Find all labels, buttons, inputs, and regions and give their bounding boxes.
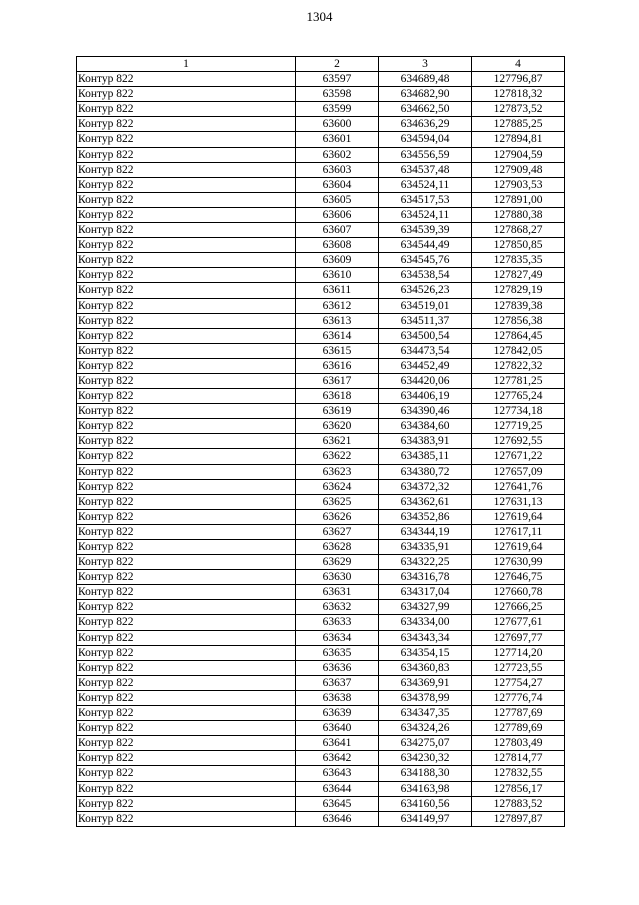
x-coordinate-cell: 634344,19 [379,524,472,539]
y-coordinate-cell: 127789,69 [472,721,565,736]
coordinates-table [76,56,565,827]
contour-name-cell: Контур 822 [77,207,296,222]
y-coordinate-cell: 127839,38 [472,298,565,313]
table-row [77,434,565,449]
point-number-cell: 63624 [296,479,379,494]
point-number-cell: 63639 [296,706,379,721]
point-number-cell: 63612 [296,298,379,313]
table-row [77,796,565,811]
x-coordinate-cell: 634360,83 [379,660,472,675]
contour-name-cell: Контур 822 [77,600,296,615]
table-header-row [77,57,565,72]
contour-name-cell: Контур 822 [77,313,296,328]
point-number-cell: 63610 [296,268,379,283]
y-coordinate-cell: 127734,18 [472,404,565,419]
table-row [77,540,565,555]
point-number-cell: 63637 [296,675,379,690]
contour-name-cell: Контур 822 [77,781,296,796]
contour-name-cell: Контур 822 [77,223,296,238]
contour-name-cell: Контур 822 [77,177,296,192]
table-row [77,645,565,660]
y-coordinate-cell: 127671,22 [472,449,565,464]
y-coordinate-cell: 127814,77 [472,751,565,766]
point-number-cell: 63605 [296,192,379,207]
point-number-cell: 63604 [296,177,379,192]
y-coordinate-cell: 127714,20 [472,645,565,660]
y-coordinate-cell: 127619,64 [472,509,565,524]
y-coordinate-cell: 127719,25 [472,419,565,434]
table-row [77,132,565,147]
contour-name-cell: Контур 822 [77,87,296,102]
x-coordinate-cell: 634383,91 [379,434,472,449]
contour-name-cell: Контур 822 [77,283,296,298]
contour-name-cell: Контур 822 [77,721,296,736]
point-number-cell: 63627 [296,524,379,539]
table-row [77,373,565,388]
y-coordinate-cell: 127868,27 [472,223,565,238]
point-number-cell: 63641 [296,736,379,751]
point-number-cell: 63634 [296,630,379,645]
x-coordinate-cell: 634500,54 [379,328,472,343]
y-coordinate-cell: 127630,99 [472,555,565,570]
contour-name-cell: Контур 822 [77,645,296,660]
table-row [77,509,565,524]
table-row [77,162,565,177]
y-coordinate-cell: 127835,35 [472,253,565,268]
x-coordinate-cell: 634420,06 [379,373,472,388]
x-coordinate-cell: 634517,53 [379,192,472,207]
point-number-cell: 63622 [296,449,379,464]
table-row [77,283,565,298]
x-coordinate-cell: 634544,49 [379,238,472,253]
contour-name-cell: Контур 822 [77,706,296,721]
contour-name-cell: Контур 822 [77,751,296,766]
y-coordinate-cell: 127666,25 [472,600,565,615]
point-number-cell: 63646 [296,811,379,826]
x-coordinate-cell: 634524,11 [379,207,472,222]
table-row [77,690,565,705]
y-coordinate-cell: 127697,77 [472,630,565,645]
x-coordinate-cell: 634324,26 [379,721,472,736]
table-row [77,389,565,404]
point-number-cell: 63635 [296,645,379,660]
point-number-cell: 63626 [296,509,379,524]
x-coordinate-cell: 634406,19 [379,389,472,404]
x-coordinate-cell: 634452,49 [379,358,472,373]
y-coordinate-cell: 127897,87 [472,811,565,826]
y-coordinate-cell: 127856,17 [472,781,565,796]
table-row [77,570,565,585]
x-coordinate-cell: 634275,07 [379,736,472,751]
point-number-cell: 63606 [296,207,379,222]
contour-name-cell: Контур 822 [77,811,296,826]
y-coordinate-cell: 127692,55 [472,434,565,449]
table-row [77,811,565,826]
y-coordinate-cell: 127646,75 [472,570,565,585]
y-coordinate-cell: 127660,78 [472,585,565,600]
contour-name-cell: Контур 822 [77,389,296,404]
x-coordinate-cell: 634343,34 [379,630,472,645]
contour-name-cell: Контур 822 [77,328,296,343]
point-number-cell: 63618 [296,389,379,404]
table-row [77,464,565,479]
point-number-cell: 63644 [296,781,379,796]
table-row [77,706,565,721]
table-row [77,660,565,675]
contour-name-cell: Контур 822 [77,449,296,464]
x-coordinate-cell: 634385,11 [379,449,472,464]
y-coordinate-cell: 127864,45 [472,328,565,343]
point-number-cell: 63617 [296,373,379,388]
y-coordinate-cell: 127803,49 [472,736,565,751]
contour-name-cell: Контур 822 [77,132,296,147]
contour-name-cell: Контур 822 [77,690,296,705]
x-coordinate-cell: 634188,30 [379,766,472,781]
point-number-cell: 63640 [296,721,379,736]
y-coordinate-cell: 127619,64 [472,540,565,555]
x-coordinate-cell: 634149,97 [379,811,472,826]
x-coordinate-cell: 634352,86 [379,509,472,524]
x-coordinate-cell: 634327,99 [379,600,472,615]
y-coordinate-cell: 127880,38 [472,207,565,222]
contour-name-cell: Контур 822 [77,298,296,313]
y-coordinate-cell: 127631,13 [472,494,565,509]
point-number-cell: 63601 [296,132,379,147]
point-number-cell: 63607 [296,223,379,238]
point-number-cell: 63619 [296,404,379,419]
table-row [77,253,565,268]
point-number-cell: 63611 [296,283,379,298]
x-coordinate-cell: 634334,00 [379,615,472,630]
table-row [77,102,565,117]
x-coordinate-cell: 634347,35 [379,706,472,721]
x-coordinate-cell: 634354,15 [379,645,472,660]
x-coordinate-cell: 634662,50 [379,102,472,117]
x-coordinate-cell: 634537,48 [379,162,472,177]
header-cell-3: 3 [379,57,472,72]
y-coordinate-cell: 127754,27 [472,675,565,690]
table-row [77,600,565,615]
table-row [77,298,565,313]
table-row [77,524,565,539]
y-coordinate-cell: 127827,49 [472,268,565,283]
contour-name-cell: Контур 822 [77,464,296,479]
table-row [77,751,565,766]
header-cell-1: 1 [77,57,296,72]
y-coordinate-cell: 127891,00 [472,192,565,207]
x-coordinate-cell: 634594,04 [379,132,472,147]
x-coordinate-cell: 634689,48 [379,72,472,87]
table-row [77,238,565,253]
point-number-cell: 63608 [296,238,379,253]
table-row [77,343,565,358]
point-number-cell: 63638 [296,690,379,705]
y-coordinate-cell: 127818,32 [472,87,565,102]
y-coordinate-cell: 127787,69 [472,706,565,721]
point-number-cell: 63621 [296,434,379,449]
table-row [77,192,565,207]
x-coordinate-cell: 634390,46 [379,404,472,419]
contour-name-cell: Контур 822 [77,585,296,600]
y-coordinate-cell: 127765,24 [472,389,565,404]
table-row [77,147,565,162]
table-row [77,177,565,192]
point-number-cell: 63602 [296,147,379,162]
page-number: 1304 [306,9,333,24]
x-coordinate-cell: 634317,04 [379,585,472,600]
table-row [77,87,565,102]
header-cell-4: 4 [472,57,565,72]
table-row [77,449,565,464]
x-coordinate-cell: 634316,78 [379,570,472,585]
table-row [77,72,565,87]
x-coordinate-cell: 634682,90 [379,87,472,102]
y-coordinate-cell: 127894,81 [472,132,565,147]
point-number-cell: 63633 [296,615,379,630]
point-number-cell: 63629 [296,555,379,570]
y-coordinate-cell: 127856,38 [472,313,565,328]
contour-name-cell: Контур 822 [77,117,296,132]
contour-name-cell: Контур 822 [77,343,296,358]
x-coordinate-cell: 634372,32 [379,479,472,494]
table-row [77,721,565,736]
contour-name-cell: Контур 822 [77,72,296,87]
table-row [77,223,565,238]
table-row [77,494,565,509]
header-cell-2: 2 [296,57,379,72]
contour-name-cell: Контур 822 [77,570,296,585]
x-coordinate-cell: 634160,56 [379,796,472,811]
table-row [77,268,565,283]
x-coordinate-cell: 634636,29 [379,117,472,132]
point-number-cell: 63636 [296,660,379,675]
contour-name-cell: Контур 822 [77,162,296,177]
contour-name-cell: Контур 822 [77,675,296,690]
point-number-cell: 63600 [296,117,379,132]
contour-name-cell: Контур 822 [77,253,296,268]
x-coordinate-cell: 634473,54 [379,343,472,358]
contour-name-cell: Контур 822 [77,434,296,449]
point-number-cell: 63613 [296,313,379,328]
table-row [77,736,565,751]
contour-name-cell: Контур 822 [77,419,296,434]
x-coordinate-cell: 634524,11 [379,177,472,192]
x-coordinate-cell: 634545,76 [379,253,472,268]
point-number-cell: 63603 [296,162,379,177]
x-coordinate-cell: 634538,54 [379,268,472,283]
contour-name-cell: Контур 822 [77,509,296,524]
y-coordinate-cell: 127903,53 [472,177,565,192]
point-number-cell: 63620 [296,419,379,434]
table-row [77,358,565,373]
contour-name-cell: Контур 822 [77,796,296,811]
contour-name-cell: Контур 822 [77,238,296,253]
table-row [77,766,565,781]
point-number-cell: 63642 [296,751,379,766]
contour-name-cell: Контур 822 [77,630,296,645]
contour-name-cell: Контур 822 [77,660,296,675]
table-row [77,675,565,690]
x-coordinate-cell: 634230,32 [379,751,472,766]
point-number-cell: 63616 [296,358,379,373]
x-coordinate-cell: 634519,01 [379,298,472,313]
point-number-cell: 63609 [296,253,379,268]
y-coordinate-cell: 127822,32 [472,358,565,373]
x-coordinate-cell: 634511,37 [379,313,472,328]
x-coordinate-cell: 634378,99 [379,690,472,705]
contour-name-cell: Контур 822 [77,555,296,570]
y-coordinate-cell: 127909,48 [472,162,565,177]
point-number-cell: 63614 [296,328,379,343]
point-number-cell: 63597 [296,72,379,87]
point-number-cell: 63645 [296,796,379,811]
contour-name-cell: Контур 822 [77,524,296,539]
y-coordinate-cell: 127883,52 [472,796,565,811]
y-coordinate-cell: 127776,74 [472,690,565,705]
table-row [77,328,565,343]
contour-name-cell: Контур 822 [77,268,296,283]
contour-name-cell: Контур 822 [77,615,296,630]
table-row [77,207,565,222]
table-body [77,72,565,827]
y-coordinate-cell: 127850,85 [472,238,565,253]
table-row [77,585,565,600]
point-number-cell: 63632 [296,600,379,615]
contour-name-cell: Контур 822 [77,147,296,162]
point-number-cell: 63643 [296,766,379,781]
y-coordinate-cell: 127873,52 [472,102,565,117]
y-coordinate-cell: 127677,61 [472,615,565,630]
y-coordinate-cell: 127829,19 [472,283,565,298]
y-coordinate-cell: 127657,09 [472,464,565,479]
table-row [77,630,565,645]
contour-name-cell: Контур 822 [77,404,296,419]
point-number-cell: 63631 [296,585,379,600]
table-row [77,615,565,630]
x-coordinate-cell: 634163,98 [379,781,472,796]
contour-name-cell: Контур 822 [77,358,296,373]
contour-name-cell: Контур 822 [77,479,296,494]
table-row [77,479,565,494]
table-row [77,404,565,419]
y-coordinate-cell: 127781,25 [472,373,565,388]
point-number-cell: 63623 [296,464,379,479]
x-coordinate-cell: 634556,59 [379,147,472,162]
y-coordinate-cell: 127641,76 [472,479,565,494]
x-coordinate-cell: 634362,61 [379,494,472,509]
table-row [77,313,565,328]
x-coordinate-cell: 634539,39 [379,223,472,238]
table-row [77,781,565,796]
y-coordinate-cell: 127904,59 [472,147,565,162]
contour-name-cell: Контур 822 [77,540,296,555]
point-number-cell: 63615 [296,343,379,358]
y-coordinate-cell: 127796,87 [472,72,565,87]
contour-name-cell: Контур 822 [77,766,296,781]
x-coordinate-cell: 634335,91 [379,540,472,555]
point-number-cell: 63625 [296,494,379,509]
point-number-cell: 63599 [296,102,379,117]
point-number-cell: 63598 [296,87,379,102]
contour-name-cell: Контур 822 [77,494,296,509]
point-number-cell: 63628 [296,540,379,555]
table-row [77,555,565,570]
contour-name-cell: Контур 822 [77,102,296,117]
contour-name-cell: Контур 822 [77,736,296,751]
contour-name-cell: Контур 822 [77,373,296,388]
y-coordinate-cell: 127832,55 [472,766,565,781]
x-coordinate-cell: 634384,60 [379,419,472,434]
y-coordinate-cell: 127842,05 [472,343,565,358]
table-row [77,117,565,132]
x-coordinate-cell: 634369,91 [379,675,472,690]
y-coordinate-cell: 127885,25 [472,117,565,132]
table-row [77,419,565,434]
contour-name-cell: Контур 822 [77,192,296,207]
x-coordinate-cell: 634322,25 [379,555,472,570]
point-number-cell: 63630 [296,570,379,585]
x-coordinate-cell: 634380,72 [379,464,472,479]
y-coordinate-cell: 127617,11 [472,524,565,539]
x-coordinate-cell: 634526,23 [379,283,472,298]
y-coordinate-cell: 127723,55 [472,660,565,675]
